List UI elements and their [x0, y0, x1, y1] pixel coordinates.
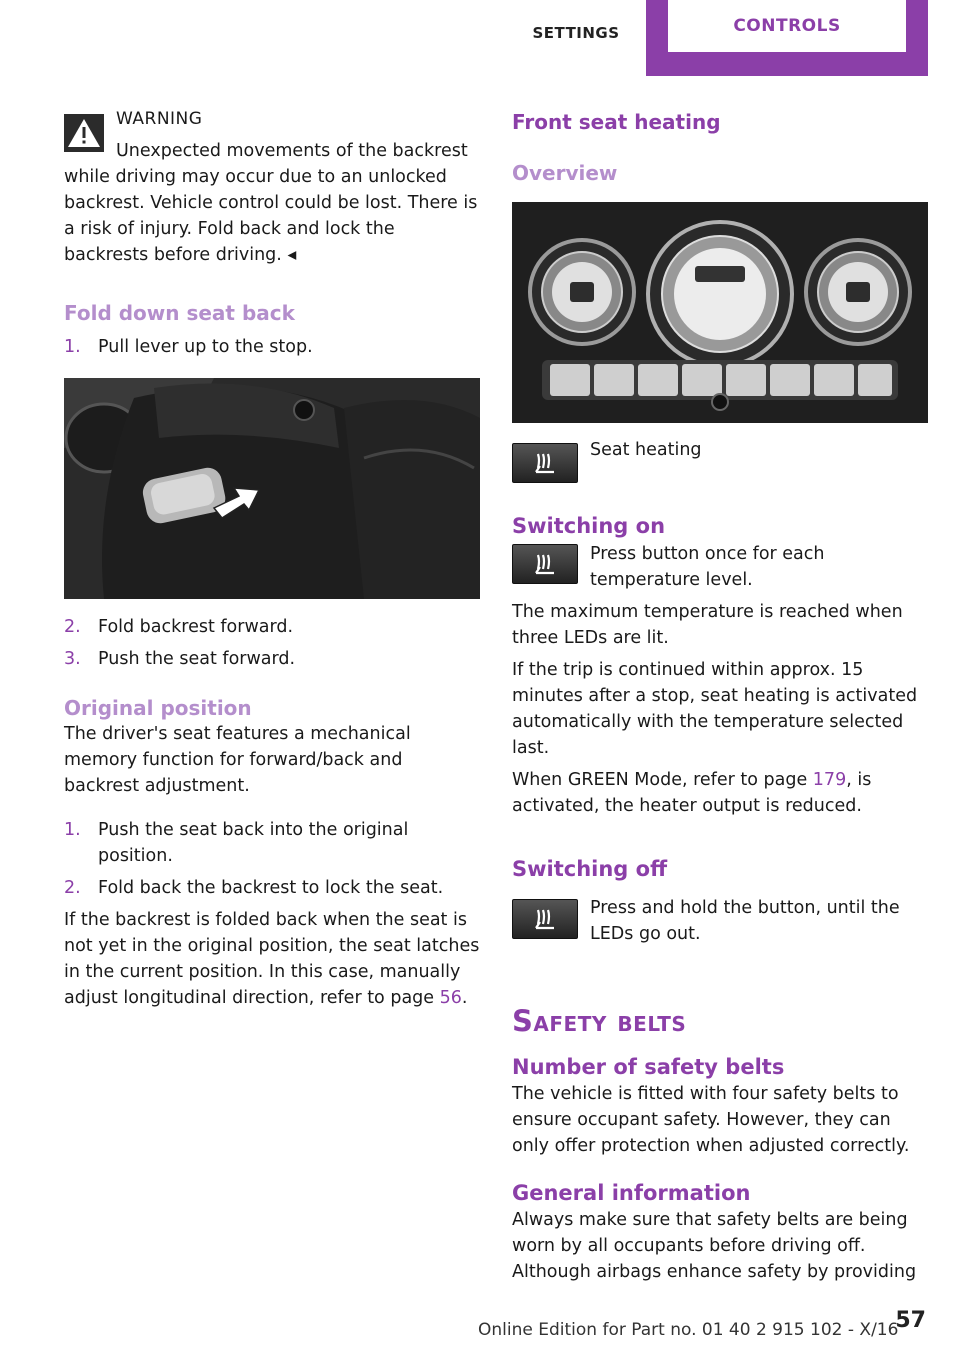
trip-text: If the trip is continued within approx. 15 minutes after a stop, seat heating is activated automatically with the temperature selected last.	[512, 660, 918, 758]
heading-switching-off: Switching off	[512, 857, 668, 881]
end-mark: ◂	[287, 245, 297, 265]
list-item: 1. Push the seat back into the original position.	[64, 820, 409, 866]
switching-off-row	[512, 899, 928, 947]
seat-illustration	[64, 378, 480, 599]
warning-icon	[64, 114, 104, 152]
switching-off-text: Press and hold the button, until the LEDs go out.	[590, 898, 900, 944]
header-tabs	[506, 0, 928, 76]
page-link-56[interactable]: 56	[439, 988, 462, 1008]
green-mode-text: When GREEN Mode, refer to page 179, is activated, the heater output is reduced.	[512, 770, 872, 816]
seat-heating-label: Seat heating	[590, 440, 702, 460]
warning-line1: Unexpected movements of the backrest	[116, 141, 468, 161]
footer	[0, 1308, 960, 1348]
tab-controls-label: CONTROLS	[668, 0, 906, 52]
seat-heating-button-icon	[512, 899, 578, 939]
left-column	[64, 106, 480, 1011]
switching-on-row	[512, 544, 928, 593]
seat-heating-legend	[512, 440, 928, 483]
list-item: 2. Fold backrest forward.	[64, 617, 294, 637]
footer-edition: Online Edition for Part no. 01 40 2 915 102 - X/16	[478, 1320, 899, 1340]
seat-heating-button-icon	[512, 443, 578, 483]
heading-front-seat-heating: Front seat heating	[512, 110, 721, 134]
list-item: 3. Push the seat forward.	[64, 649, 296, 669]
right-column	[512, 108, 928, 1285]
heading-switching-on: Switching on	[512, 514, 666, 538]
max-temp-text: The maximum temperature is reached when three LEDs are lit.	[512, 602, 903, 648]
heading-safety-belts: Safety belts	[512, 1004, 687, 1038]
heading-original-position: Original position	[64, 696, 252, 720]
steps-original	[64, 817, 480, 901]
warning-text: while driving may occur due to an unlocked backrest. Vehicle control could be lost. There is a risk of injury. Fold back and lock the backrests before driving. ◂	[64, 167, 478, 265]
tab-settings[interactable]: SETTINGS	[532, 24, 620, 42]
original-position-text: The driver's seat features a mechanical memory function for forward/back and backrest adjustment.	[64, 724, 411, 796]
warning-block	[64, 106, 480, 164]
list-item: 2. Fold back the backrest to lock the seat.	[64, 878, 444, 898]
switching-on-text: Press button once for each temperature level.	[590, 544, 825, 590]
seat-lever-photo	[64, 378, 480, 599]
warning-title: WARNING	[116, 109, 203, 129]
heading-general-information: General information	[512, 1181, 751, 1205]
page-number: 57	[895, 1308, 926, 1333]
latch-text: If the backrest is folded back when the seat is not yet in the original position, the seat latches in the current position. In this case, manually adjust longitudinal direction, refer to page 56.	[64, 910, 480, 1008]
list-item: 1. Pull lever up to the stop.	[64, 337, 313, 357]
heading-fold-down: Fold down seat back	[64, 301, 295, 325]
seat-heating-button-icon	[512, 544, 578, 584]
number-of-belts-text: The vehicle is fitted with four safety belts to ensure occupant safety. However, they can only offer protection when adjusted correctly.	[512, 1084, 910, 1156]
heading-overview: Overview	[512, 161, 618, 185]
general-information-text: Always make sure that safety belts are being worn by all occupants before driving off. Although airbags enhance safety by providing	[512, 1210, 917, 1282]
climate-panel-photo	[512, 202, 928, 423]
tab-controls[interactable]	[646, 0, 928, 76]
climate-panel-illustration	[512, 202, 928, 423]
page-link-179[interactable]: 179	[812, 770, 847, 790]
steps-fold	[64, 334, 480, 360]
heading-number-of-belts: Number of safety belts	[512, 1055, 785, 1079]
steps-fold-continued	[64, 614, 480, 672]
